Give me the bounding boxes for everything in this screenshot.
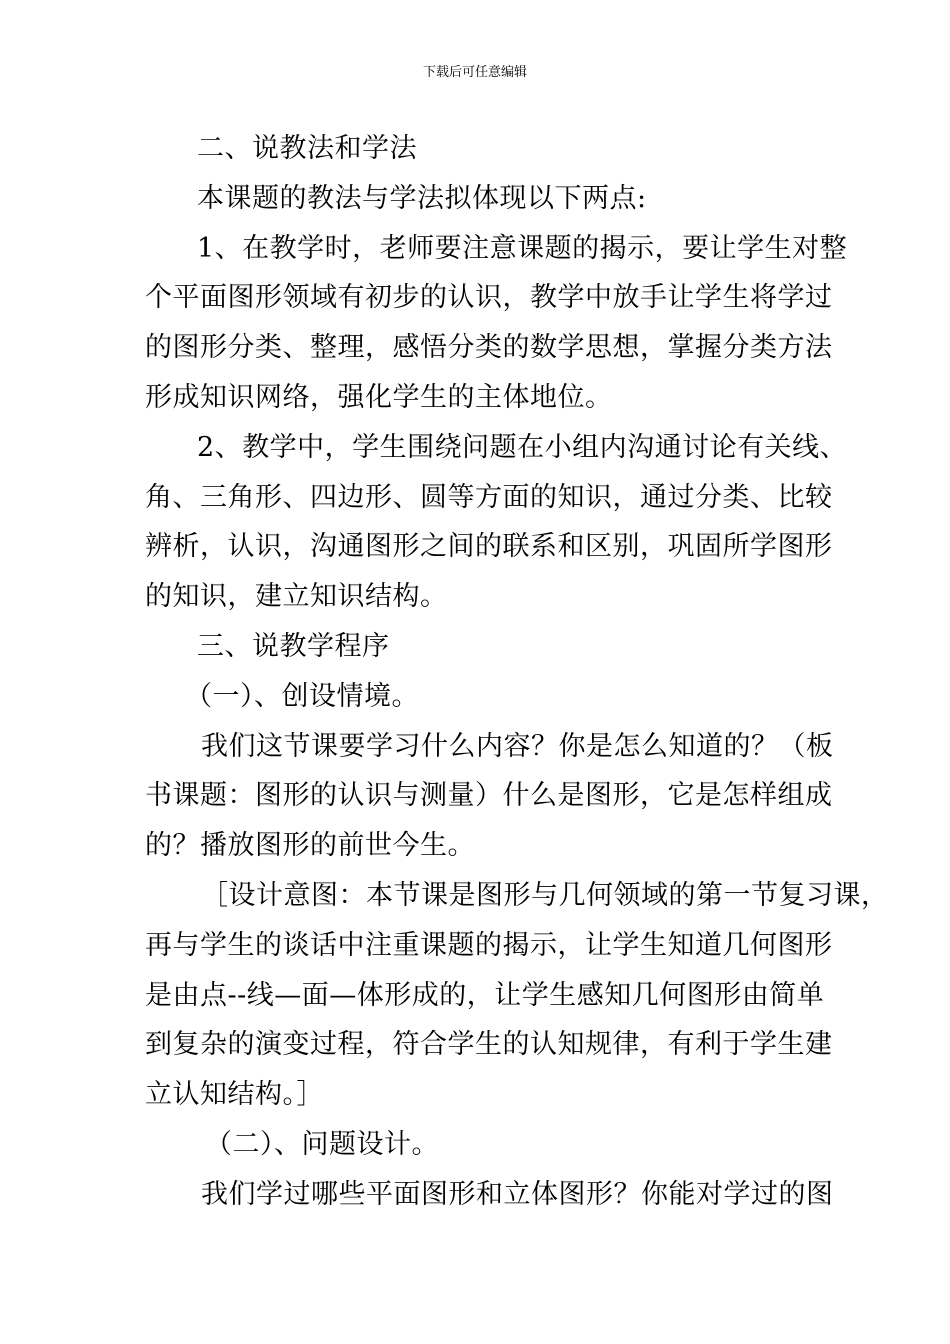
design-intent-line: 是由点--线—面—体形成的，让学生感知几何图形由简单 (145, 979, 825, 1011)
paragraph-line: 1、在教学时，老师要注意课题的揭示，要让学生对整 (197, 232, 848, 264)
subsection-heading-question-design: （二）、问题设计。 (205, 1128, 439, 1160)
paragraph-line: 我们这节课要学习什么内容？你是怎么知道的？（板 (201, 730, 834, 762)
paragraph-line: 辨析，认识，沟通图形之间的联系和区别，巩固所学图形 (145, 531, 833, 563)
section-heading-teaching-procedure: 三、说教学程序 (197, 630, 390, 662)
paragraph-line: 本课题的教法与学法拟体现以下两点: (197, 182, 647, 214)
paragraph-line: 形成知识网络，强化学生的主体地位。 (145, 381, 613, 413)
paragraph-line: 2、教学中，学生围绕问题在小组内沟通讨论有关线、 (197, 431, 848, 463)
paragraph-line: 的？播放图形的前世今生。 (145, 830, 475, 862)
paragraph-line: 书课题：图形的认识与测量）什么是图形，它是怎样组成 (145, 780, 833, 812)
section-heading-teaching-methods: 二、说教法和学法 (197, 133, 417, 164)
page-header: 下载后可任意编辑 (422, 65, 527, 80)
paragraph-line: 角、三角形、四边形、圆等方面的知识，通过分类、比较 (145, 481, 833, 513)
paragraph-line: 的知识，建立知识结构。 (145, 581, 448, 613)
design-intent-line: 到复杂的演变过程，符合学生的认知规律，有利于学生建 (145, 1029, 833, 1061)
paragraph-line: 我们学过哪些平面图形和立体图形？你能对学过的图 (201, 1178, 834, 1210)
subsection-heading-scenario: （一）、创设情境。 (185, 680, 419, 712)
design-intent-line: 立认知结构。］ (145, 1079, 324, 1111)
paragraph-line: 个平面图形领域有初步的认识，教学中放手让学生将学过 (145, 282, 833, 314)
design-intent-line: 再与学生的谈话中注重课题的揭示，让学生知道几何图形 (145, 929, 833, 961)
document-body (145, 124, 889, 1220)
design-intent-line: ［设计意图：本节课是图形与几何领域的第一节复习课， (201, 879, 889, 911)
paragraph-line: 的图形分类、整理，感悟分类的数学思想，掌握分类方法 (145, 332, 833, 364)
